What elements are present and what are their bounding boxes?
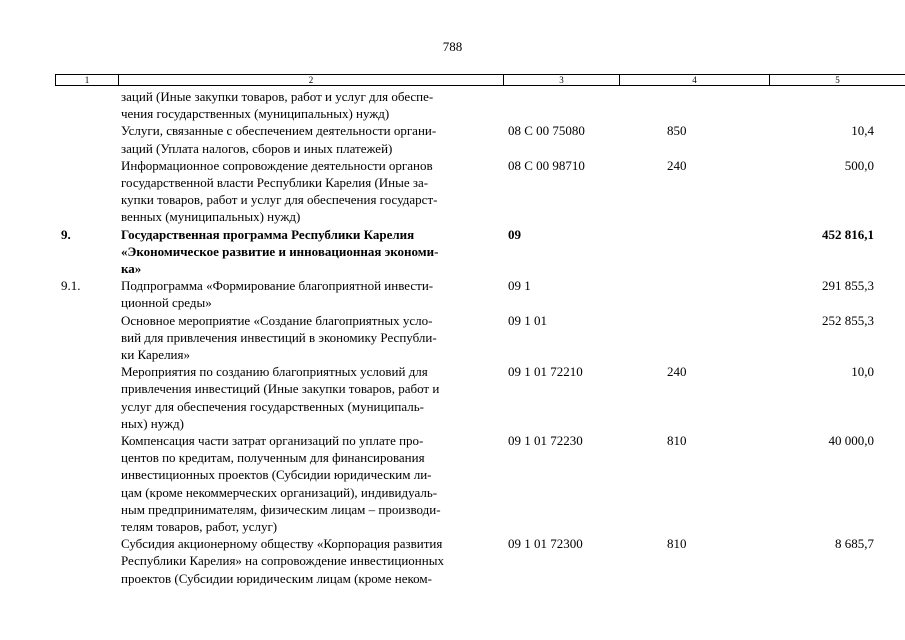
row-description: [121, 363, 493, 432]
table-row: [0, 226, 905, 278]
description-line: ционной среды»: [121, 295, 212, 311]
table-row: [0, 363, 905, 432]
budget-code: 09 1 01 72210: [508, 364, 583, 380]
amount: 452 816,1: [822, 226, 874, 242]
description-line: Государственная программа Республики Карелия: [121, 226, 415, 242]
description-line: ных) нужд): [121, 415, 184, 431]
budget-code: 09 1: [508, 278, 531, 294]
description-line: телям товаров, работ, услуг): [121, 519, 278, 535]
row-description: [121, 88, 493, 122]
amount: 252 855,3: [822, 312, 874, 328]
amount: 10,4: [851, 123, 874, 139]
description-line: цам (кроме некоммерческих организаций), индивидуаль-: [121, 484, 438, 500]
description-line: заций (Иные закупки товаров, работ и услуг для обеспе-: [121, 89, 434, 104]
description-line: Мероприятия по созданию благоприятных условий для: [121, 364, 428, 380]
row-description: [121, 312, 493, 364]
description-line: купки товаров, работ и услуг для обеспечения государст-: [121, 192, 438, 208]
page-number: 788: [442, 39, 463, 54]
description-line: государственной власти Республики Карелия (Иные за-: [121, 175, 429, 191]
description-line: Основное мероприятие «Создание благоприятных усло-: [121, 312, 433, 328]
description-line: Услуги, связанные с обеспечением деятельности органи-: [121, 123, 437, 139]
budget-code: 09: [508, 226, 521, 242]
table-row: [0, 277, 905, 311]
description-line: «Экономическое развитие и инновационная экономи-: [121, 243, 439, 259]
description-line: центов по кредитам, полученным для финансирования: [121, 450, 425, 466]
header-col-2: 2: [118, 75, 503, 85]
row-description: [121, 535, 493, 587]
description-line: проектов (Субсидии юридическим лицам (кроме неком-: [121, 570, 432, 586]
row-description: [121, 277, 493, 311]
table-row: [0, 88, 905, 122]
amount: 8 685,7: [835, 536, 874, 552]
expense-type: 850: [667, 123, 687, 139]
description-line: ки Карелия»: [121, 347, 190, 363]
budget-code: 09 1 01 72300: [508, 536, 583, 552]
row-description: [121, 226, 493, 278]
row-number: 9.: [61, 226, 71, 242]
header-col-5: 5: [769, 75, 905, 85]
budget-code: 08 С 00 75080: [508, 123, 585, 139]
table-row: [0, 535, 905, 587]
description-line: инвестиционных проектов (Субсидии юридическим ли-: [121, 467, 432, 483]
description-line: ным предпринимателям, физическим лицам – производи-: [121, 501, 441, 517]
header-col-1: 1: [84, 75, 90, 85]
budget-code: 09 1 01: [508, 312, 547, 328]
description-line: вий для привлечения инвестиций в экономику Республи-: [121, 329, 437, 345]
amount: 40 000,0: [828, 433, 874, 449]
description-line: венных (муниципальных) нужд): [121, 209, 301, 225]
budget-code: 08 С 00 98710: [508, 157, 585, 173]
header-col-4: 4: [619, 75, 769, 85]
table-header: [55, 74, 905, 86]
table-body: [0, 88, 905, 587]
description-line: услуг для обеспечения государственных (муниципаль-: [121, 398, 424, 414]
expense-type: 810: [667, 433, 687, 449]
description-line: заций (Уплата налогов, сборов и иных платежей): [121, 140, 393, 156]
description-line: Информационное сопровождение деятельности органов: [121, 157, 433, 173]
amount: 10,0: [851, 364, 874, 380]
table-row: [0, 432, 905, 535]
amount: 291 855,3: [822, 278, 874, 294]
description-line: Подпрограмма «Формирование благоприятной инвести-: [121, 278, 434, 294]
expense-type: 240: [667, 364, 687, 380]
expense-type: 240: [667, 157, 687, 173]
header-col-3: 3: [503, 75, 619, 85]
budget-code: 09 1 01 72230: [508, 433, 583, 449]
row-description: [121, 122, 493, 156]
description-line: привлечения инвестиций (Иные закупки товаров, работ и: [121, 381, 440, 397]
table-row: [0, 157, 905, 226]
description-line: ка»: [121, 261, 142, 277]
row-description: [121, 432, 493, 535]
description-line: чения государственных (муниципальных) нужд): [121, 106, 390, 122]
row-number: 9.1.: [61, 278, 81, 294]
amount: 500,0: [844, 157, 874, 173]
expense-type: 810: [667, 536, 687, 552]
table-row: [0, 312, 905, 364]
description-line: Республики Карелия» на сопровождение инвестиционных: [121, 553, 444, 569]
description-line: Компенсация части затрат организаций по уплате про-: [121, 433, 424, 449]
description-line: Субсидия акционерному обществу «Корпорация развития: [121, 536, 443, 552]
row-description: [121, 157, 493, 226]
table-row: [0, 122, 905, 156]
